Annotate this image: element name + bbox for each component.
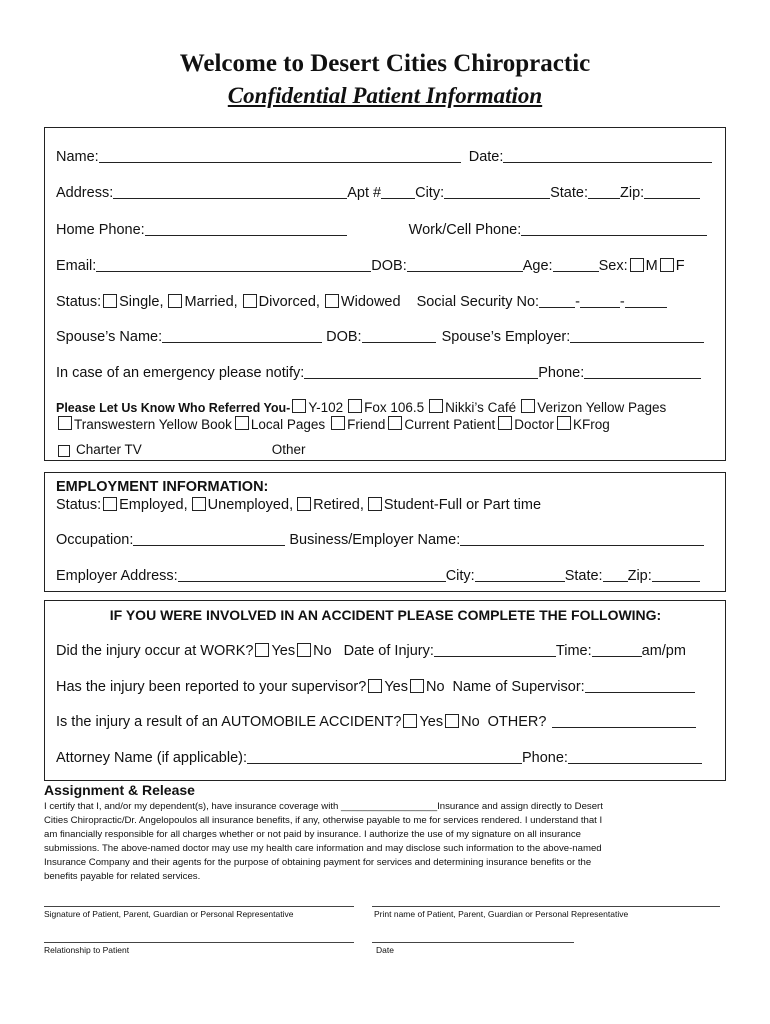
email-field[interactable] — [96, 258, 371, 272]
age-field[interactable] — [553, 258, 599, 272]
work-yes-checkbox[interactable] — [255, 643, 269, 657]
attorney-field[interactable] — [247, 750, 522, 764]
referral-checkbox[interactable] — [521, 399, 535, 413]
referral-checkbox[interactable] — [348, 399, 362, 413]
assignment-line: Cities Chiropractic/Dr. Angelopoulos all insurance benefits, if any, otherwise payable to me for services rendered. I understand that I — [44, 815, 603, 826]
employment-section — [44, 472, 726, 592]
date-signed-label: Date — [376, 945, 394, 955]
emergency-phone-field[interactable] — [584, 365, 701, 379]
unemployed-checkbox[interactable] — [192, 497, 206, 511]
attorney-phone-label: Phone: — [522, 750, 568, 766]
employed-label: Employed, — [119, 497, 188, 513]
page-title: Welcome to Desert Cities Chiropractic — [179, 50, 591, 77]
referral-checkbox[interactable] — [498, 416, 512, 430]
employer-address-label: Employer Address: — [56, 568, 178, 584]
emp-status-label: Status: — [56, 497, 102, 513]
state-label: State: — [550, 185, 588, 201]
spouse-employer-field[interactable] — [570, 329, 704, 343]
time-label: Time: — [555, 643, 592, 659]
ssn-label: Social Security No: — [416, 294, 540, 310]
reported-question: Has the injury been reported to your supervisor? — [56, 679, 367, 695]
date-signed-field[interactable] — [372, 942, 574, 943]
patient-info-section — [44, 127, 726, 461]
attorney-label: Attorney Name (if applicable): — [56, 750, 247, 766]
sex-m-label: M — [645, 258, 658, 274]
auto-no-label: No — [461, 714, 480, 730]
emergency-phone-label: Phone: — [538, 365, 585, 381]
ssn-sep-1: - — [575, 294, 580, 310]
reported-no-label: No — [425, 679, 445, 695]
divorced-label: Divorced, — [258, 294, 320, 310]
emergency-row — [56, 365, 715, 381]
emp-city-label: City: — [445, 568, 475, 584]
accident-heading: IF YOU WERE INVOLVED IN AN ACCIDENT PLEASE COMPLETE THE FOLLOWING: — [109, 607, 662, 623]
married-label: Married, — [184, 294, 238, 310]
employment-status-row — [56, 497, 715, 513]
email-row — [56, 258, 715, 274]
accident-section — [44, 600, 726, 781]
referral-checkbox[interactable] — [429, 399, 443, 413]
sex-m-checkbox[interactable] — [630, 258, 644, 272]
referral-checkbox[interactable] — [388, 416, 402, 430]
referral-checkbox[interactable] — [58, 445, 70, 457]
spouse-dob-label: DOB: — [326, 329, 362, 345]
date-injury-field[interactable] — [434, 643, 556, 657]
ssn-sep-2: - — [619, 294, 625, 310]
referral-checkbox[interactable] — [58, 416, 72, 430]
emp-state-label: State: — [564, 568, 603, 584]
referral-checkbox[interactable] — [331, 416, 345, 430]
auto-yes-checkbox[interactable] — [403, 714, 417, 728]
student-label: Student-Full or Part time — [383, 497, 542, 513]
work-no-checkbox[interactable] — [297, 643, 311, 657]
business-label: Business/Employer Name: — [289, 532, 461, 548]
assignment-text — [44, 800, 716, 884]
referred-label: Please Let Us Know Who Referred You- — [56, 401, 291, 415]
emp-zip-label: Zip: — [627, 568, 652, 584]
attorney-row — [56, 750, 715, 766]
spouse-row — [56, 329, 715, 345]
assignment-line: Insurance Company and their agents for the purpose of obtaining payment for services and determining insurance benefits or the — [44, 857, 592, 868]
divorced-checkbox[interactable] — [243, 294, 257, 308]
attorney-phone-field[interactable] — [568, 750, 702, 764]
retired-checkbox[interactable] — [297, 497, 311, 511]
assignment-line: I certify that I, and/or my dependent(s), have insurance coverage with __________________Insurance and assign directly to Desert — [44, 801, 603, 812]
auto-row — [56, 714, 715, 730]
referral-label: Y-102 — [308, 400, 344, 415]
status-row — [56, 294, 715, 310]
state-field[interactable] — [588, 185, 620, 199]
referral-row-1 — [56, 399, 715, 415]
occupation-label: Occupation: — [56, 532, 134, 548]
emp-zip-field[interactable] — [652, 568, 700, 582]
auto-question: Is the injury a result of an AUTOMOBILE ACCIDENT? — [56, 714, 402, 730]
reported-yes-checkbox[interactable] — [368, 679, 382, 693]
auto-yes-label: Yes — [419, 714, 444, 730]
single-label: Single, — [119, 294, 164, 310]
widowed-checkbox[interactable] — [325, 294, 339, 308]
sex-label: Sex: — [598, 258, 628, 274]
single-checkbox[interactable] — [103, 294, 117, 308]
referral-label: Doctor — [514, 417, 554, 432]
time-field[interactable] — [592, 643, 642, 657]
phone-row — [56, 222, 715, 238]
emergency-field[interactable] — [304, 365, 538, 379]
referral-label: Other — [271, 442, 306, 457]
employed-checkbox[interactable] — [103, 497, 117, 511]
referral-label: KFrog — [572, 417, 610, 432]
home-phone-label: Home Phone: — [56, 222, 145, 238]
widowed-label: Widowed — [340, 294, 401, 310]
referral-checkbox[interactable] — [557, 416, 571, 430]
reported-no-checkbox[interactable] — [410, 679, 424, 693]
dob-field[interactable] — [407, 258, 523, 272]
spouse-name-field[interactable] — [162, 329, 322, 343]
apt-label: Apt # — [347, 185, 382, 201]
work-phone-field[interactable] — [521, 222, 707, 236]
sex-f-label: F — [675, 258, 685, 274]
retired-label: Retired, — [313, 497, 364, 513]
employer-address-row — [56, 568, 715, 584]
auto-no-checkbox[interactable] — [445, 714, 459, 728]
work-no-label: No — [313, 643, 332, 659]
occupation-row — [56, 532, 715, 548]
assignment-line: am financially responsible for all charges whether or not paid by insurance. I authorize the use of my signature on all insurance — [44, 829, 582, 840]
work-question: Did the injury occur at WORK? — [56, 643, 254, 659]
employment-heading: EMPLOYMENT INFORMATION: — [56, 479, 269, 495]
ampm-label: am/pm — [641, 643, 686, 659]
print-name-label: Print name of Patient, Parent, Guardian or Personal Representative — [374, 909, 629, 919]
referral-label: Fox 106.5 — [364, 400, 425, 415]
date-label: Date: — [468, 149, 504, 165]
city-label: City: — [415, 185, 445, 201]
home-phone-field[interactable] — [145, 222, 347, 236]
referral-label: Charter TV — [76, 442, 142, 457]
supervisor-field[interactable] — [585, 679, 695, 693]
employer-address-field[interactable] — [178, 568, 446, 582]
unemployed-label: Unemployed, — [207, 497, 294, 513]
dob-label: DOB: — [371, 258, 407, 274]
spouse-name-label: Spouse’s Name: — [56, 329, 163, 345]
status-label: Status: — [56, 294, 102, 310]
referral-label: Friend — [347, 417, 386, 432]
referral-label: Local Pages — [250, 417, 326, 432]
name-label: Name: — [56, 149, 99, 165]
assignment-line: submissions. The above-named doctor may use my health care information and may disclose such information to the above-named — [44, 843, 602, 854]
relationship-label: Relationship to Patient — [44, 945, 130, 955]
relationship-field[interactable] — [44, 942, 354, 943]
page-subtitle: Confidential Patient Information — [227, 83, 543, 108]
ssn-field-1[interactable] — [539, 294, 575, 308]
email-label: Email: — [56, 258, 97, 274]
assignment-line: benefits payable for related services. — [44, 871, 201, 882]
emp-state-field[interactable] — [603, 568, 628, 582]
work-injury-row — [56, 643, 715, 659]
occupation-field[interactable] — [133, 532, 285, 546]
assignment-heading: Assignment & Release — [44, 782, 195, 798]
referral-checkbox[interactable] — [292, 399, 306, 413]
referral-checkbox[interactable] — [235, 416, 249, 430]
sex-f-checkbox[interactable] — [660, 258, 674, 272]
patient-signature-label: Signature of Patient, Parent, Guardian or Personal Representative — [44, 909, 294, 919]
emp-city-field[interactable] — [475, 568, 565, 582]
address-label: Address: — [56, 185, 114, 201]
referral-label: Nikki’s Café — [445, 400, 517, 415]
city-field[interactable] — [444, 185, 550, 199]
date-field[interactable] — [503, 149, 712, 163]
print-name-field[interactable] — [372, 906, 720, 907]
zip-field[interactable] — [644, 185, 700, 199]
address-row — [56, 185, 715, 201]
age-label: Age: — [522, 258, 553, 274]
date-injury-label: Date of Injury: — [343, 643, 434, 659]
work-phone-label: Work/Cell Phone: — [408, 222, 522, 238]
business-field[interactable] — [460, 532, 704, 546]
work-yes-label: Yes — [271, 643, 296, 659]
referral-label: Current Patient — [404, 417, 496, 432]
apt-field[interactable] — [381, 185, 415, 199]
spouse-dob-field[interactable] — [362, 329, 436, 343]
ssn-field-3[interactable] — [625, 294, 667, 308]
referral-label: Verizon Yellow Pages — [537, 400, 667, 415]
name-row — [56, 149, 715, 165]
reported-row — [56, 679, 715, 695]
student-checkbox[interactable] — [368, 497, 382, 511]
name-field[interactable] — [99, 149, 461, 163]
other-label: OTHER? — [487, 714, 547, 730]
patient-signature-field[interactable] — [44, 906, 354, 907]
spouse-employer-label: Spouse’s Employer: — [441, 329, 571, 345]
referral-row-3 — [56, 442, 715, 458]
referral-label: Transwestern Yellow Book — [74, 417, 232, 432]
address-field[interactable] — [113, 185, 347, 199]
ssn-field-2[interactable] — [580, 294, 620, 308]
emergency-label: In case of an emergency please notify: — [56, 365, 305, 381]
reported-yes-label: Yes — [384, 679, 408, 695]
married-checkbox[interactable] — [168, 294, 182, 308]
other-field[interactable] — [552, 714, 696, 728]
supervisor-label: Name of Supervisor: — [452, 679, 585, 695]
zip-label: Zip: — [619, 185, 645, 201]
referral-row-2 — [56, 416, 715, 432]
